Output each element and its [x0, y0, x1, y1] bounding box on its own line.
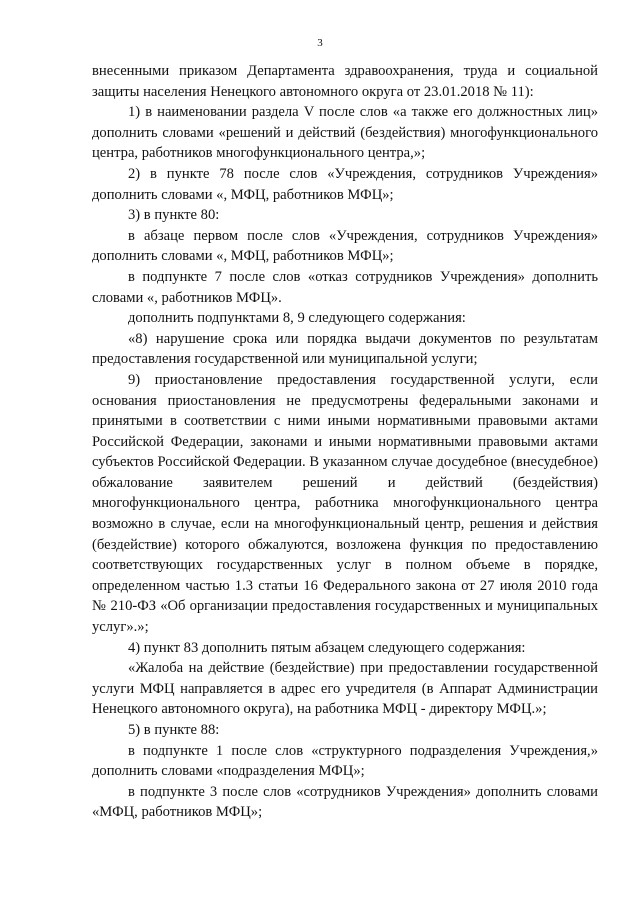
- paragraph-item-4: 4) пункт 83 дополнить пятым абзацем следующего содержания:: [128, 639, 526, 656]
- paragraph-continuation: внесенными приказом Департамента здравоохранения, труда и социальной защиты населения Ненецкого автономного округа от 23.01.2018 № 11):: [92, 63, 598, 100]
- paragraph-item-1: 1) в наименовании раздела V после слов «а также его должностных лиц» дополнить словами «решений и действий (бездействия) многофункционального центра, работников многофункционального центра,»;: [92, 104, 598, 162]
- paragraph-complaint-text: «Жалоба на действие (бездействие) при предоставлении государственной услуги МФЦ направляется в адрес его учредителя (в Аппарат Администрации Ненецкого автономного округа), на работника МФЦ - директору МФЦ.»;: [92, 660, 598, 718]
- paragraph-item-2: 2) в пункте 78 после слов «Учреждения, сотрудников Учреждения» дополнить словами «, МФЦ, работников МФЦ»;: [92, 165, 598, 203]
- page-number: 3: [317, 37, 323, 49]
- paragraph-item-5-subpoint-3: в подпункте 3 после слов «сотрудников Учреждения» дополнить словами «МФЦ, работников МФЦ»;: [92, 783, 598, 821]
- paragraph-item-5: 5) в пункте 88:: [128, 722, 220, 738]
- paragraph-item-3-first-abzac: в абзаце первом после слов «Учреждения, сотрудников Учреждения» дополнить словами «, МФЦ, работников МФЦ»;: [92, 227, 598, 265]
- paragraph-subpoint-9: 9) приостановление предоставления государственной услуги, если основания приостановления не предусмотрены федеральными законами и принятыми в соответствии с ними иными нормативными правовыми актами Российской Федерации, законами и иными нормативными правовыми актами субъектов Российской Федерации. В указанном случае досудебное (внесудебное) обжалование заявителем решений и действий (бездействия) многофункционального центра, работника многофункционального центра возможно в случае, если на многофункциональный центр, решения и действия (бездействие) которого обжалуются, возложена функция по предоставлению соответствующих государственных услуг в полном объеме в порядке, определенном частью 1.3 статьи 16 Федерального закона от 27 июля 2010 года № 210-ФЗ «Об организации предоставления государственных и муниципальных услуг».»;: [92, 371, 598, 636]
- paragraph-subpoint-8: «8) нарушение срока или порядка выдачи документов по результатам предоставления государственной или муниципальной услуги;: [92, 330, 598, 368]
- paragraph-item-5-subpoint-1: в подпункте 1 после слов «структурного подразделения Учреждения,» дополнить словами «подразделения МФЦ»;: [92, 742, 598, 780]
- paragraph-item-3: 3) в пункте 80:: [128, 207, 220, 224]
- document-body: [92, 61, 598, 823]
- paragraph-item-3-subpoint-7: в подпункте 7 после слов «отказ сотрудников Учреждения» дополнить словами «, работников МФЦ».: [92, 268, 598, 306]
- paragraph-item-3-add-subpoints: дополнить подпунктами 8, 9 следующего содержания:: [128, 310, 466, 327]
